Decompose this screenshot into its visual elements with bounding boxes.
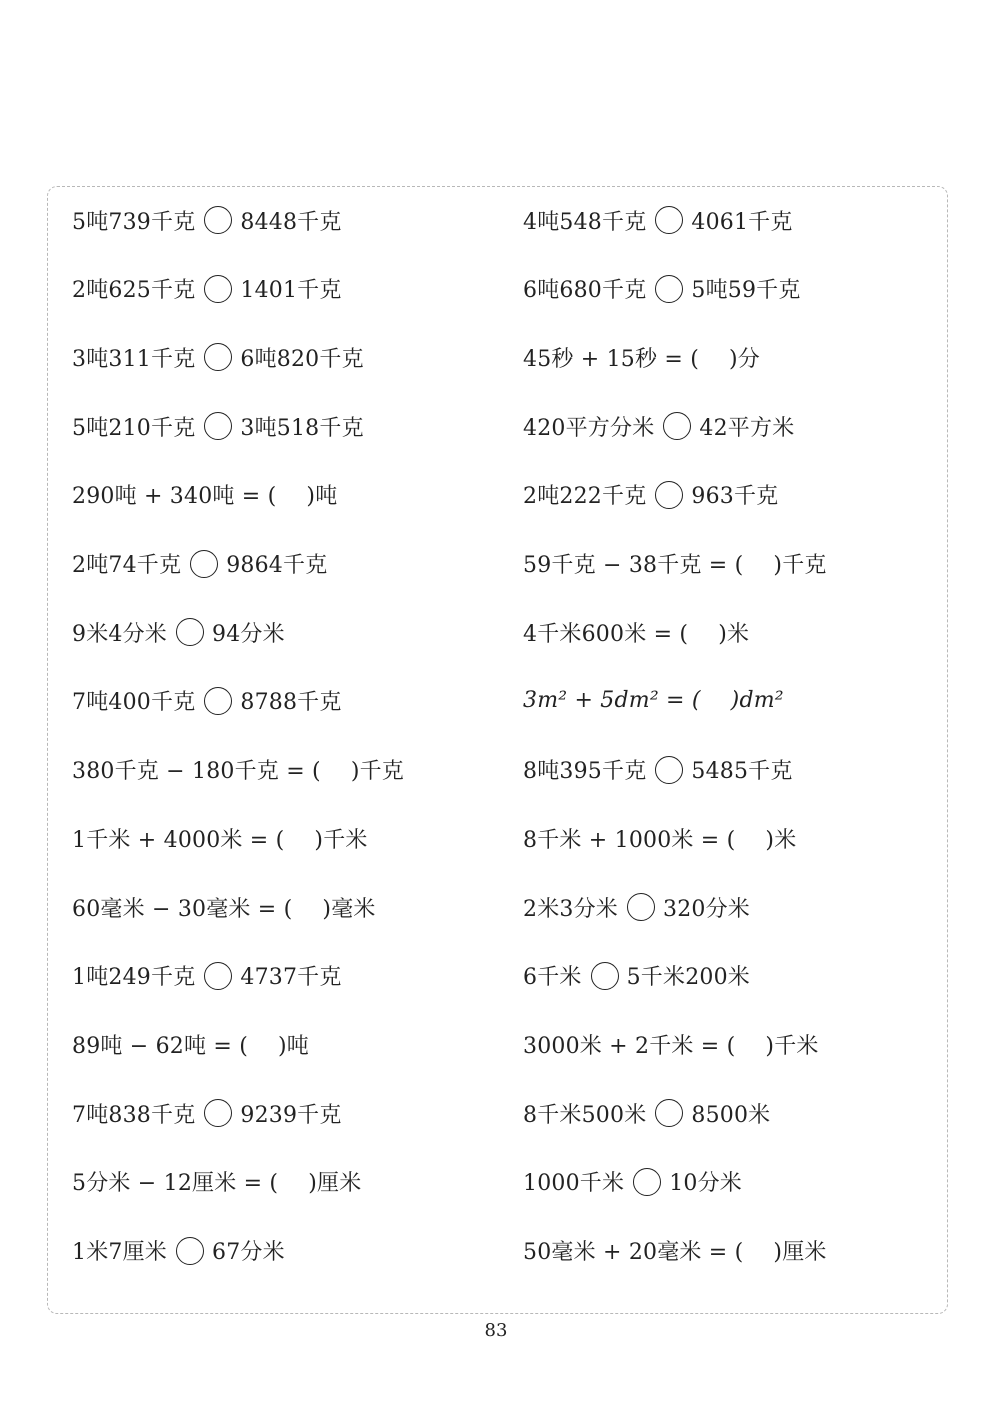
- right-exercise-row: [523, 269, 801, 309]
- left-exercise-row: [72, 1162, 361, 1202]
- compare-right-quantity: 5485千克: [691, 759, 793, 785]
- compare-right-quantity: 5吨59千克: [691, 278, 801, 304]
- right-exercise-row: [523, 956, 750, 996]
- compare-right-quantity: 3吨518千克: [240, 415, 364, 441]
- compare-right-quantity: 8448千克: [240, 209, 342, 235]
- right-exercise-row: [523, 612, 749, 652]
- right-exercise-row: [523, 1093, 770, 1133]
- right-exercise-row: [523, 750, 793, 790]
- left-exercise-row: [72, 818, 368, 858]
- fill-unit: )千克: [350, 759, 404, 785]
- compare-right-quantity: 67分米: [212, 1240, 285, 1265]
- fill-expression: 380千克 − 180千克 = (: [72, 759, 321, 785]
- compare-answer-circle[interactable]: [655, 481, 683, 509]
- compare-left-quantity: 1米7厘米: [72, 1240, 167, 1265]
- compare-left-quantity: 4吨548千克: [523, 209, 647, 235]
- compare-answer-circle[interactable]: [204, 412, 232, 440]
- fill-unit: )千克: [773, 553, 827, 578]
- right-exercise-row: [523, 1231, 827, 1271]
- compare-answer-circle[interactable]: [655, 1099, 683, 1127]
- right-exercise-row: [523, 337, 760, 377]
- fill-expression: 8千米 + 1000米 = (: [523, 827, 736, 853]
- fill-unit: )dm²: [730, 688, 784, 714]
- compare-right-quantity: 6吨820千克: [240, 346, 364, 372]
- fill-unit: )千米: [765, 1033, 819, 1059]
- compare-left-quantity: 9米4分米: [72, 621, 167, 647]
- left-exercise-row: [72, 681, 342, 721]
- fill-expression: 4千米600米 = (: [523, 621, 689, 647]
- compare-left-quantity: 420平方分米: [523, 415, 655, 441]
- left-exercise-row: [72, 887, 376, 927]
- compare-right-quantity: 94分米: [212, 621, 285, 647]
- compare-right-quantity: 10分米: [669, 1171, 742, 1197]
- fill-expression: 89吨 − 62吨 = (: [72, 1033, 249, 1059]
- right-exercise-row: [523, 200, 793, 240]
- compare-answer-circle[interactable]: [176, 618, 204, 646]
- compare-answer-circle[interactable]: [655, 275, 683, 303]
- fill-expression: 290吨 + 340吨 = (: [72, 484, 277, 510]
- compare-answer-circle[interactable]: [591, 962, 619, 990]
- compare-answer-circle[interactable]: [633, 1168, 661, 1196]
- fill-unit: )米: [718, 621, 750, 647]
- fill-unit: )分: [729, 346, 760, 372]
- compare-answer-circle[interactable]: [655, 756, 683, 784]
- left-exercise-row: [72, 956, 342, 996]
- compare-right-quantity: 9864千克: [226, 553, 328, 578]
- left-exercise-row: [72, 544, 327, 584]
- compare-left-quantity: 5吨739千克: [72, 209, 196, 235]
- compare-answer-circle[interactable]: [204, 343, 232, 371]
- compare-right-quantity: 963千克: [691, 484, 779, 510]
- compare-right-quantity: 8788千克: [240, 690, 342, 716]
- compare-right-quantity: 42平方米: [699, 415, 795, 441]
- fill-expression: 5分米 − 12厘米 = (: [72, 1171, 279, 1197]
- compare-answer-circle[interactable]: [204, 206, 232, 234]
- compare-left-quantity: 3吨311千克: [72, 346, 196, 372]
- compare-answer-circle[interactable]: [204, 275, 232, 303]
- compare-right-quantity: 9239千克: [240, 1102, 342, 1128]
- right-exercise-row: [523, 1024, 819, 1064]
- compare-right-quantity: 5千米200米: [626, 965, 750, 991]
- left-exercise-row: [72, 1093, 342, 1133]
- fill-unit: )吨: [306, 484, 338, 510]
- compare-left-quantity: 1吨249千克: [72, 965, 196, 991]
- fill-expression: 45秒 + 15秒 = (: [523, 346, 700, 372]
- right-exercise-row: [523, 475, 778, 515]
- compare-left-quantity: 6千米: [523, 965, 582, 991]
- compare-answer-circle[interactable]: [204, 962, 232, 990]
- compare-left-quantity: 8吨395千克: [523, 759, 647, 785]
- compare-left-quantity: 2吨74千克: [72, 553, 182, 578]
- compare-right-quantity: 8500米: [691, 1102, 771, 1128]
- compare-right-quantity: 1401千克: [240, 278, 342, 304]
- left-exercise-row: [72, 337, 364, 377]
- fill-unit: )厘米: [773, 1240, 827, 1265]
- fill-expression: 59千克 − 38千克 = (: [523, 553, 744, 578]
- left-exercise-row: [72, 750, 404, 790]
- compare-answer-circle[interactable]: [663, 412, 691, 440]
- right-exercise-row: [523, 406, 794, 446]
- compare-answer-circle[interactable]: [655, 206, 683, 234]
- fill-unit: )千米: [314, 827, 368, 853]
- fill-expression: 1千米 + 4000米 = (: [72, 827, 285, 853]
- left-exercise-row: [72, 475, 337, 515]
- page-number: 83: [484, 1320, 508, 1341]
- compare-right-quantity: 4737千克: [240, 965, 342, 991]
- compare-left-quantity: 7吨400千克: [72, 690, 196, 716]
- right-exercise-row: [523, 544, 827, 584]
- left-exercise-row: [72, 1231, 285, 1271]
- compare-answer-circle[interactable]: [204, 1099, 232, 1127]
- left-exercise-row: [72, 406, 364, 446]
- compare-left-quantity: 6吨680千克: [523, 278, 647, 304]
- compare-left-quantity: 2吨222千克: [523, 484, 647, 510]
- compare-answer-circle[interactable]: [627, 893, 655, 921]
- right-exercise-row: [523, 887, 750, 927]
- compare-left-quantity: 5吨210千克: [72, 415, 196, 441]
- fill-unit: )吨: [278, 1033, 309, 1059]
- fill-expression: 50毫米 + 20毫米 = (: [523, 1240, 744, 1265]
- fill-expression: 3m² + 5dm² = (: [523, 688, 701, 714]
- fill-unit: )毫米: [322, 896, 376, 922]
- compare-answer-circle[interactable]: [204, 687, 232, 715]
- right-exercise-row: [523, 818, 796, 858]
- compare-answer-circle[interactable]: [190, 550, 218, 578]
- right-exercise-row: [523, 1162, 742, 1202]
- compare-left-quantity: 7吨838千克: [72, 1102, 196, 1128]
- compare-left-quantity: 8千米500米: [523, 1102, 647, 1128]
- right-exercise-row: [523, 681, 784, 721]
- compare-left-quantity: 1000千米: [523, 1171, 625, 1197]
- compare-left-quantity: 2吨625千克: [72, 278, 196, 304]
- fill-expression: 60毫米 − 30毫米 = (: [72, 896, 293, 922]
- fill-expression: 3000米 + 2千米 = (: [523, 1033, 736, 1059]
- left-exercise-row: [72, 200, 342, 240]
- compare-right-quantity: 320分米: [663, 896, 750, 922]
- fill-unit: )米: [765, 827, 797, 853]
- left-exercise-row: [72, 269, 342, 309]
- left-exercise-row: [72, 1024, 309, 1064]
- compare-left-quantity: 2米3分米: [523, 896, 618, 922]
- left-exercise-row: [72, 612, 285, 652]
- compare-answer-circle[interactable]: [176, 1237, 204, 1265]
- fill-unit: )厘米: [308, 1171, 362, 1197]
- compare-right-quantity: 4061千克: [691, 209, 793, 235]
